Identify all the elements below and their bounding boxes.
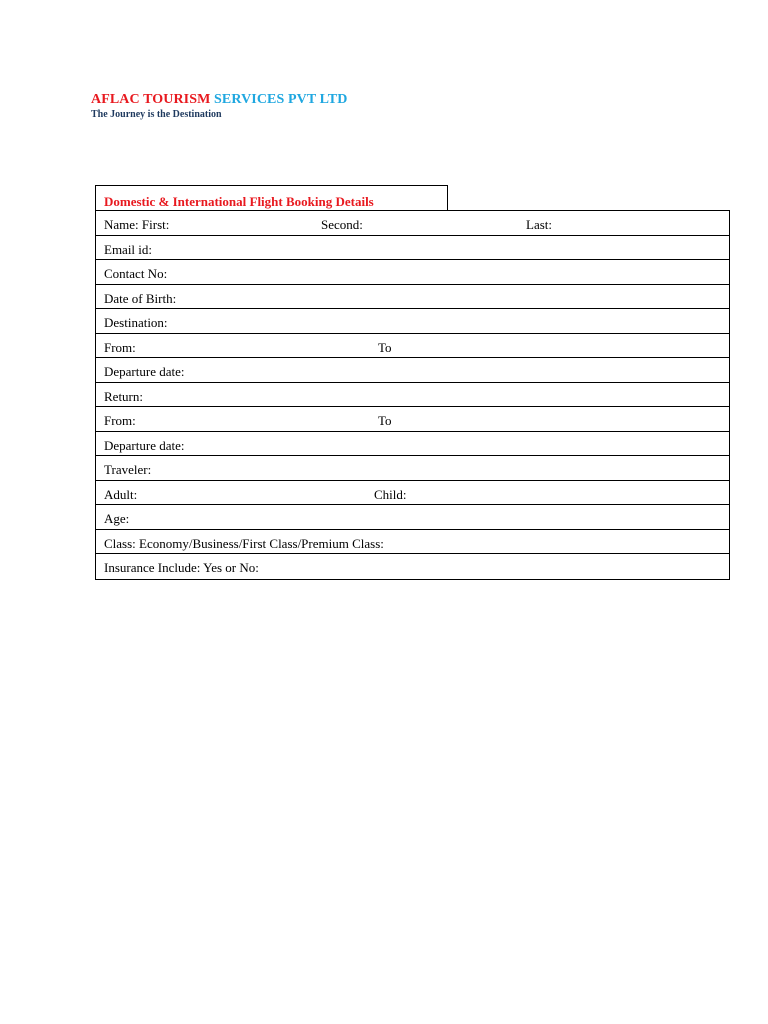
company-name-part1: AFLAC TOURISM [91, 92, 211, 107]
company-name [91, 92, 347, 108]
label-from-2: From: [104, 413, 136, 428]
row-name [96, 211, 729, 236]
label-adult: Adult: [104, 486, 138, 502]
booking-form-table [95, 210, 730, 580]
label-age: Age: [104, 511, 130, 526]
row-dob [96, 285, 729, 310]
label-traveler: Traveler: [104, 462, 152, 477]
company-header [91, 92, 347, 120]
company-name-part2: SERVICES PVT LTD [214, 92, 348, 107]
label-destination: Destination: [104, 315, 168, 330]
row-contact [96, 260, 729, 285]
company-tagline: The Journey is the Destination [91, 109, 222, 120]
row-from-to-1 [96, 334, 729, 359]
label-return: Return: [104, 388, 143, 404]
label-to-1: To [378, 339, 392, 355]
row-destination [96, 309, 729, 334]
label-contact: Contact No: [104, 266, 168, 281]
label-class: Class: Economy/Business/First Class/Premium Class: [104, 535, 384, 551]
label-departure-2: Departure date: [104, 437, 185, 453]
label-dob: Date of Birth: [104, 290, 177, 306]
label-insurance: Insurance Include: Yes or No: [104, 560, 259, 575]
label-email: Email id: [104, 241, 153, 257]
form-title: Domestic & International Flight Booking Details [104, 194, 374, 209]
row-from-to-2 [96, 407, 729, 432]
row-insurance [96, 554, 729, 579]
row-traveler [96, 456, 729, 481]
form-title-box [95, 185, 448, 211]
label-name-last: Last: [526, 217, 552, 232]
label-to-2: To [378, 413, 392, 428]
label-name-second: Second: [321, 217, 363, 232]
row-adult-child [96, 481, 729, 506]
row-class [96, 530, 729, 555]
row-return [96, 383, 729, 408]
label-departure-1: Departure date: [104, 364, 185, 379]
row-email [96, 236, 729, 261]
label-child: Child: [374, 486, 407, 502]
label-name-first: Name: First: [104, 217, 170, 232]
row-departure-2 [96, 432, 729, 457]
row-departure-1 [96, 358, 729, 383]
row-age [96, 505, 729, 530]
label-from-1: From: [104, 339, 136, 355]
